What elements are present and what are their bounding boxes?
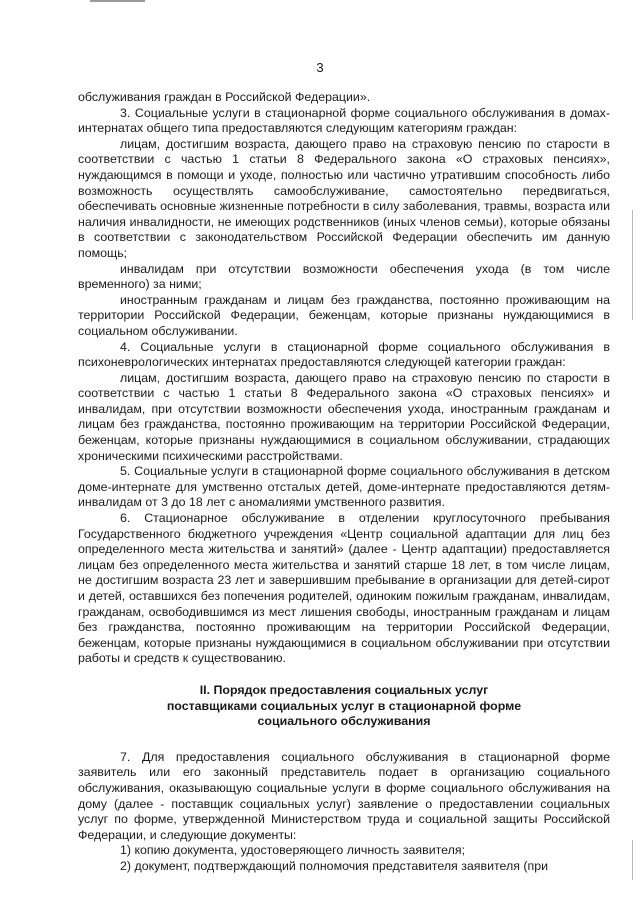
paragraph-category-pensioners: лицам, достигшим возраста, дающего право на страховую пенсию по старости в соответствии с частью 1 статьи 8 Федерального закона «О страховых пенсиях», нуждающимся в помощи и уходе, полностью или частично утратившим способность либо возможность осуществлять самообслуживание, самостоятельно передвигаться, обеспечивать основные жизненные потребности в силу заболевания, травмы, возраста или наличия инвалидности, не имеющих родственников (иных членов семьи), которые обязаны в соответствии с законодательством Российской Федерации обеспечить им данную помощь; [78,136,610,260]
scan-edge-mark [632,840,633,880]
paragraph-item-3: 3. Социальные услуги в стационарной форме социального обслуживания в домах-интернатах общего типа предоставляются следующим категориям граждан: [78,105,610,136]
page-number: 3 [316,60,324,75]
list-item-1: 1) копию документа, удостоверяющего личность заявителя; [120,843,466,858]
paragraph-category-disabled: инвалидам при отсутствии возможности обеспечения ухода (в том числе временного) за ними; [78,261,610,292]
section-heading-line: социального обслуживания [257,714,431,729]
paragraph-category-foreigners: иностранным гражданам и лицам без гражданства, постоянно проживающим на территории Российской Федерации, беженцам, которые признаны нуждающимися в социальном обслуживании. [78,292,610,338]
scan-artifact-line [90,0,145,2]
section-heading-line: II. Порядок предоставления социальных услуг [199,682,489,697]
paragraph-category-psychoneuro: лицам, достигшим возраста, дающего право на страховую пенсию по старости в соответствии с частью 1 статьи 8 Федерального закона «О страховых пенсиях» и инвалидам, при отсутствии возможности обеспечения ухода, иностранным гражданам и лицам без гражданства, постоянно проживающим на территории Российской Федерации, беженцам, которые признаны нуждающимися в социальном обслуживании, страдающих хроническими психическими расстройствами. [78,370,610,463]
paragraph-item-6: 6. Стационарное обслуживание в отделении круглосуточного пребывания Государственного бюджетного учреждения «Центр социальной адаптации для лиц без определенного места жительства и занятий» (далее - Центр адаптации) предоставляется лицам без определенного места жительства и занятий старше 18 лет, в том числе лицам, не достигшим возраста 23 лет и завершившим пребывание в организации для детей-сирот и детей, оставшихся без попечения родителей, одиноким пожилым гражданам, инвалидам, гражданам, освободившимся из мест лишения свободы, иностранным гражданам и лицам без гражданства, постоянно проживающим на территории Российской Федерации, беженцам, которые признаны нуждающимися в социальном обслуживании при отсутствии работы и средств к существованию. [78,511,610,666]
document-body [78,90,610,875]
list-item-2: 2) документ, подтверждающий полномочия представителя заявителя (при [120,858,549,873]
paragraph-item-4: 4. Социальные услуги в стационарной форме социального обслуживания в психоневрологических интернатах предоставляются следующей категории граждан: [78,339,610,370]
paragraph-continuation: обслуживания граждан в Российской Федерации». [78,90,371,104]
paragraph-item-7: 7. Для предоставления социального обслуживания в стационарной форме заявитель или его законный представитель подает в организацию социального обслуживания, оказывающую социальные услуги в форме социального обслуживания на дому (далее - поставщик социальных услуг) заявление о предоставлении социальных услуг по форме, утвержденной Министерством труда и социальной защиты Российской Федерации, и следующие документы: [78,749,610,842]
section-heading-line: поставщиками социальных услуг в стационарной форме [166,698,522,713]
section-heading [78,683,610,730]
paragraph-item-5: 5. Социальные услуги в стационарной форме социального обслуживания в детском доме-интернате для умственно отсталых детей, доме-интернате предоставляются детям-инвалидам от 3 до 18 лет с аномалиями умственного развития. [78,464,610,510]
scan-edge-mark [632,210,633,320]
